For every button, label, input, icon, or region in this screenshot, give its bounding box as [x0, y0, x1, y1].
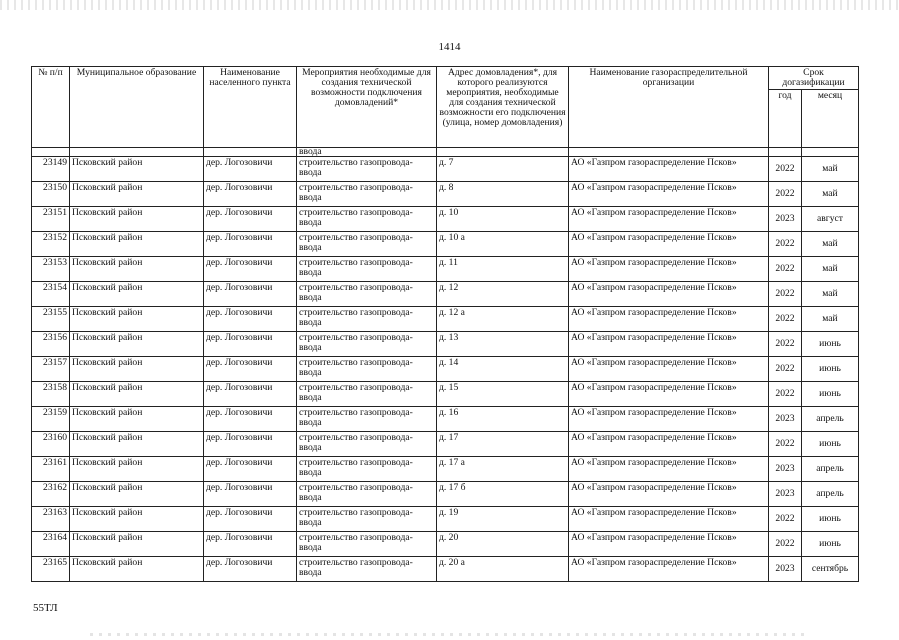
- table-header: [32, 67, 859, 148]
- cell-measure: строительство газопровода-ввода: [297, 257, 437, 282]
- header-month: месяц: [802, 90, 859, 148]
- cell-organization: АО «Газпром газораспределение Псков»: [569, 332, 769, 357]
- cell-num: 23150: [32, 182, 70, 207]
- cell-measure: строительство газопровода-ввода: [297, 232, 437, 257]
- cell-measure: строительство газопровода-ввода: [297, 507, 437, 532]
- cell-month: май: [802, 282, 859, 307]
- cell-month: апрель: [802, 457, 859, 482]
- table-row: [32, 432, 859, 457]
- cell-num: 23160: [32, 432, 70, 457]
- cell-address: д. 10 а: [437, 232, 569, 257]
- table-row: [32, 382, 859, 407]
- cell-year: 2022: [769, 357, 802, 382]
- cell-address: д. 17 а: [437, 457, 569, 482]
- cell-measure: строительство газопровода-ввода: [297, 557, 437, 582]
- cell-num: 23164: [32, 532, 70, 557]
- table-row: [32, 507, 859, 532]
- cell-settlement: дер. Логозовичи: [204, 257, 297, 282]
- cell-measure: строительство газопровода-ввода: [297, 532, 437, 557]
- cell-organization: АО «Газпром газораспределение Псков»: [569, 457, 769, 482]
- cell-address: д. 12 а: [437, 307, 569, 332]
- table-row: [32, 482, 859, 507]
- cell-settlement: дер. Логозовичи: [204, 207, 297, 232]
- cell-organization: АО «Газпром газораспределение Псков»: [569, 157, 769, 182]
- cell-measure: строительство газопровода-ввода: [297, 157, 437, 182]
- cell-municipality: Псковский район: [70, 507, 204, 532]
- cell-month: июнь: [802, 382, 859, 407]
- table-row: [32, 357, 859, 382]
- table-row: [32, 182, 859, 207]
- cell-municipality: Псковский район: [70, 332, 204, 357]
- table-row: [32, 157, 859, 182]
- footer-code: 55ТЛ: [33, 602, 58, 614]
- cell-settlement: дер. Логозовичи: [204, 357, 297, 382]
- cell-num: 23149: [32, 157, 70, 182]
- cell-organization: АО «Газпром газораспределение Псков»: [569, 257, 769, 282]
- table-row: [32, 457, 859, 482]
- cell-municipality: Псковский район: [70, 407, 204, 432]
- cell-municipality: Псковский район: [70, 382, 204, 407]
- cell-address: д. 15: [437, 382, 569, 407]
- cell-municipality: Псковский район: [70, 282, 204, 307]
- cell-settlement: дер. Логозовичи: [204, 557, 297, 582]
- header-year: год: [769, 90, 802, 148]
- page-number: 1414: [438, 41, 461, 53]
- table-row: [32, 307, 859, 332]
- table-row: [32, 407, 859, 432]
- cell-organization: АО «Газпром газораспределение Псков»: [569, 307, 769, 332]
- cell-organization: АО «Газпром газораспределение Псков»: [569, 232, 769, 257]
- cell-municipality: Псковский район: [70, 532, 204, 557]
- cell-month: апрель: [802, 482, 859, 507]
- cell-month: май: [802, 232, 859, 257]
- table-row: [32, 257, 859, 282]
- cell-address: д. 7: [437, 157, 569, 182]
- cell-num: 23155: [32, 307, 70, 332]
- cell-settlement: дер. Логозовичи: [204, 532, 297, 557]
- continuation-cell: [32, 148, 70, 157]
- cell-settlement: дер. Логозовичи: [204, 307, 297, 332]
- cell-address: д. 19: [437, 507, 569, 532]
- cell-year: 2022: [769, 382, 802, 407]
- cell-address: д. 20 а: [437, 557, 569, 582]
- header-municipality: Муниципальное образование: [70, 67, 204, 148]
- header-term: Срок догазификации: [769, 67, 859, 90]
- cell-month: июнь: [802, 332, 859, 357]
- table-row: [32, 532, 859, 557]
- cell-measure: строительство газопровода-ввода: [297, 382, 437, 407]
- cell-organization: АО «Газпром газораспределение Псков»: [569, 532, 769, 557]
- cell-settlement: дер. Логозовичи: [204, 157, 297, 182]
- cell-settlement: дер. Логозовичи: [204, 407, 297, 432]
- cell-year: 2023: [769, 557, 802, 582]
- cell-settlement: дер. Логозовичи: [204, 282, 297, 307]
- continuation-cell: [437, 148, 569, 157]
- cell-organization: АО «Газпром газораспределение Псков»: [569, 507, 769, 532]
- scan-noise-top: [0, 0, 899, 10]
- cell-municipality: Псковский район: [70, 232, 204, 257]
- gasification-schedule-table: [31, 66, 859, 582]
- continuation-cell: [569, 148, 769, 157]
- cell-organization: АО «Газпром газораспределение Псков»: [569, 182, 769, 207]
- cell-month: июнь: [802, 532, 859, 557]
- continuation-cell: [769, 148, 802, 157]
- cell-address: д. 8: [437, 182, 569, 207]
- cell-month: август: [802, 207, 859, 232]
- cell-month: май: [802, 157, 859, 182]
- cell-num: 23161: [32, 457, 70, 482]
- continuation-cell: [802, 148, 859, 157]
- table-row: [32, 232, 859, 257]
- cell-municipality: Псковский район: [70, 557, 204, 582]
- cell-num: 23165: [32, 557, 70, 582]
- header-measures: Мероприятия необходимые для создания технической возможности подключения домовладений*: [297, 67, 437, 148]
- cell-measure: строительство газопровода-ввода: [297, 357, 437, 382]
- cell-organization: АО «Газпром газораспределение Псков»: [569, 482, 769, 507]
- cell-num: 23163: [32, 507, 70, 532]
- cell-address: д. 20: [437, 532, 569, 557]
- cell-year: 2022: [769, 507, 802, 532]
- continuation-text: ввода: [297, 148, 437, 157]
- table-row: [32, 557, 859, 582]
- cell-municipality: Псковский район: [70, 432, 204, 457]
- continuation-cell: [204, 148, 297, 157]
- table-row: [32, 207, 859, 232]
- cell-organization: АО «Газпром газораспределение Псков»: [569, 357, 769, 382]
- cell-num: 23158: [32, 382, 70, 407]
- cell-settlement: дер. Логозовичи: [204, 182, 297, 207]
- cell-measure: строительство газопровода-ввода: [297, 207, 437, 232]
- cell-num: 23162: [32, 482, 70, 507]
- cell-year: 2022: [769, 182, 802, 207]
- cell-municipality: Псковский район: [70, 457, 204, 482]
- cell-month: апрель: [802, 407, 859, 432]
- cell-settlement: дер. Логозовичи: [204, 382, 297, 407]
- cell-municipality: Псковский район: [70, 257, 204, 282]
- cell-year: 2022: [769, 257, 802, 282]
- cell-address: д. 16: [437, 407, 569, 432]
- cell-month: июнь: [802, 507, 859, 532]
- cell-measure: строительство газопровода-ввода: [297, 307, 437, 332]
- cell-year: 2023: [769, 457, 802, 482]
- cell-municipality: Псковский район: [70, 357, 204, 382]
- cell-measure: строительство газопровода-ввода: [297, 457, 437, 482]
- cell-num: 23152: [32, 232, 70, 257]
- cell-settlement: дер. Логозовичи: [204, 432, 297, 457]
- cell-settlement: дер. Логозовичи: [204, 232, 297, 257]
- cell-year: 2022: [769, 432, 802, 457]
- cell-settlement: дер. Логозовичи: [204, 482, 297, 507]
- table-row: [32, 332, 859, 357]
- cell-address: д. 17 б: [437, 482, 569, 507]
- table-row: [32, 282, 859, 307]
- cell-year: 2022: [769, 282, 802, 307]
- cell-measure: строительство газопровода-ввода: [297, 482, 437, 507]
- cell-year: 2022: [769, 532, 802, 557]
- cell-municipality: Псковский район: [70, 207, 204, 232]
- cell-measure: строительство газопровода-ввода: [297, 282, 437, 307]
- cell-settlement: дер. Логозовичи: [204, 457, 297, 482]
- cell-municipality: Псковский район: [70, 307, 204, 332]
- cell-num: 23157: [32, 357, 70, 382]
- header-organization: Наименование газораспределительной организации: [569, 67, 769, 148]
- cell-num: 23154: [32, 282, 70, 307]
- cell-settlement: дер. Логозовичи: [204, 507, 297, 532]
- cell-address: д. 14: [437, 357, 569, 382]
- cell-month: май: [802, 257, 859, 282]
- cell-num: 23159: [32, 407, 70, 432]
- cell-organization: АО «Газпром газораспределение Псков»: [569, 282, 769, 307]
- cell-month: июнь: [802, 357, 859, 382]
- cell-organization: АО «Газпром газораспределение Псков»: [569, 432, 769, 457]
- cell-year: 2022: [769, 157, 802, 182]
- cell-address: д. 10: [437, 207, 569, 232]
- cell-year: 2023: [769, 482, 802, 507]
- cell-municipality: Псковский район: [70, 157, 204, 182]
- header-settlement: Наименование населенного пункта: [204, 67, 297, 148]
- cell-num: 23151: [32, 207, 70, 232]
- cell-month: июнь: [802, 432, 859, 457]
- cell-month: май: [802, 182, 859, 207]
- scan-noise-bottom: [90, 633, 810, 636]
- cell-municipality: Псковский район: [70, 482, 204, 507]
- cell-measure: строительство газопровода-ввода: [297, 407, 437, 432]
- cell-organization: АО «Газпром газораспределение Псков»: [569, 382, 769, 407]
- table-body: [32, 148, 859, 582]
- cell-month: сентябрь: [802, 557, 859, 582]
- cell-num: 23153: [32, 257, 70, 282]
- cell-num: 23156: [32, 332, 70, 357]
- cell-address: д. 13: [437, 332, 569, 357]
- cell-year: 2023: [769, 207, 802, 232]
- continuation-row: [32, 148, 859, 157]
- cell-address: д. 12: [437, 282, 569, 307]
- cell-municipality: Псковский район: [70, 182, 204, 207]
- cell-measure: строительство газопровода-ввода: [297, 182, 437, 207]
- cell-address: д. 11: [437, 257, 569, 282]
- cell-month: май: [802, 307, 859, 332]
- header-address: Адрес домовладения*, для которого реализуются мероприятия, необходимые для создания технической возможности его подключения (улица, номер домовладения): [437, 67, 569, 148]
- cell-organization: АО «Газпром газораспределение Псков»: [569, 557, 769, 582]
- cell-measure: строительство газопровода-ввода: [297, 332, 437, 357]
- continuation-cell: [70, 148, 204, 157]
- cell-measure: строительство газопровода-ввода: [297, 432, 437, 457]
- cell-organization: АО «Газпром газораспределение Псков»: [569, 207, 769, 232]
- cell-year: 2022: [769, 232, 802, 257]
- cell-organization: АО «Газпром газораспределение Псков»: [569, 407, 769, 432]
- cell-year: 2022: [769, 332, 802, 357]
- cell-year: 2023: [769, 407, 802, 432]
- cell-address: д. 17: [437, 432, 569, 457]
- header-num: № п/п: [32, 67, 70, 148]
- cell-settlement: дер. Логозовичи: [204, 332, 297, 357]
- cell-year: 2022: [769, 307, 802, 332]
